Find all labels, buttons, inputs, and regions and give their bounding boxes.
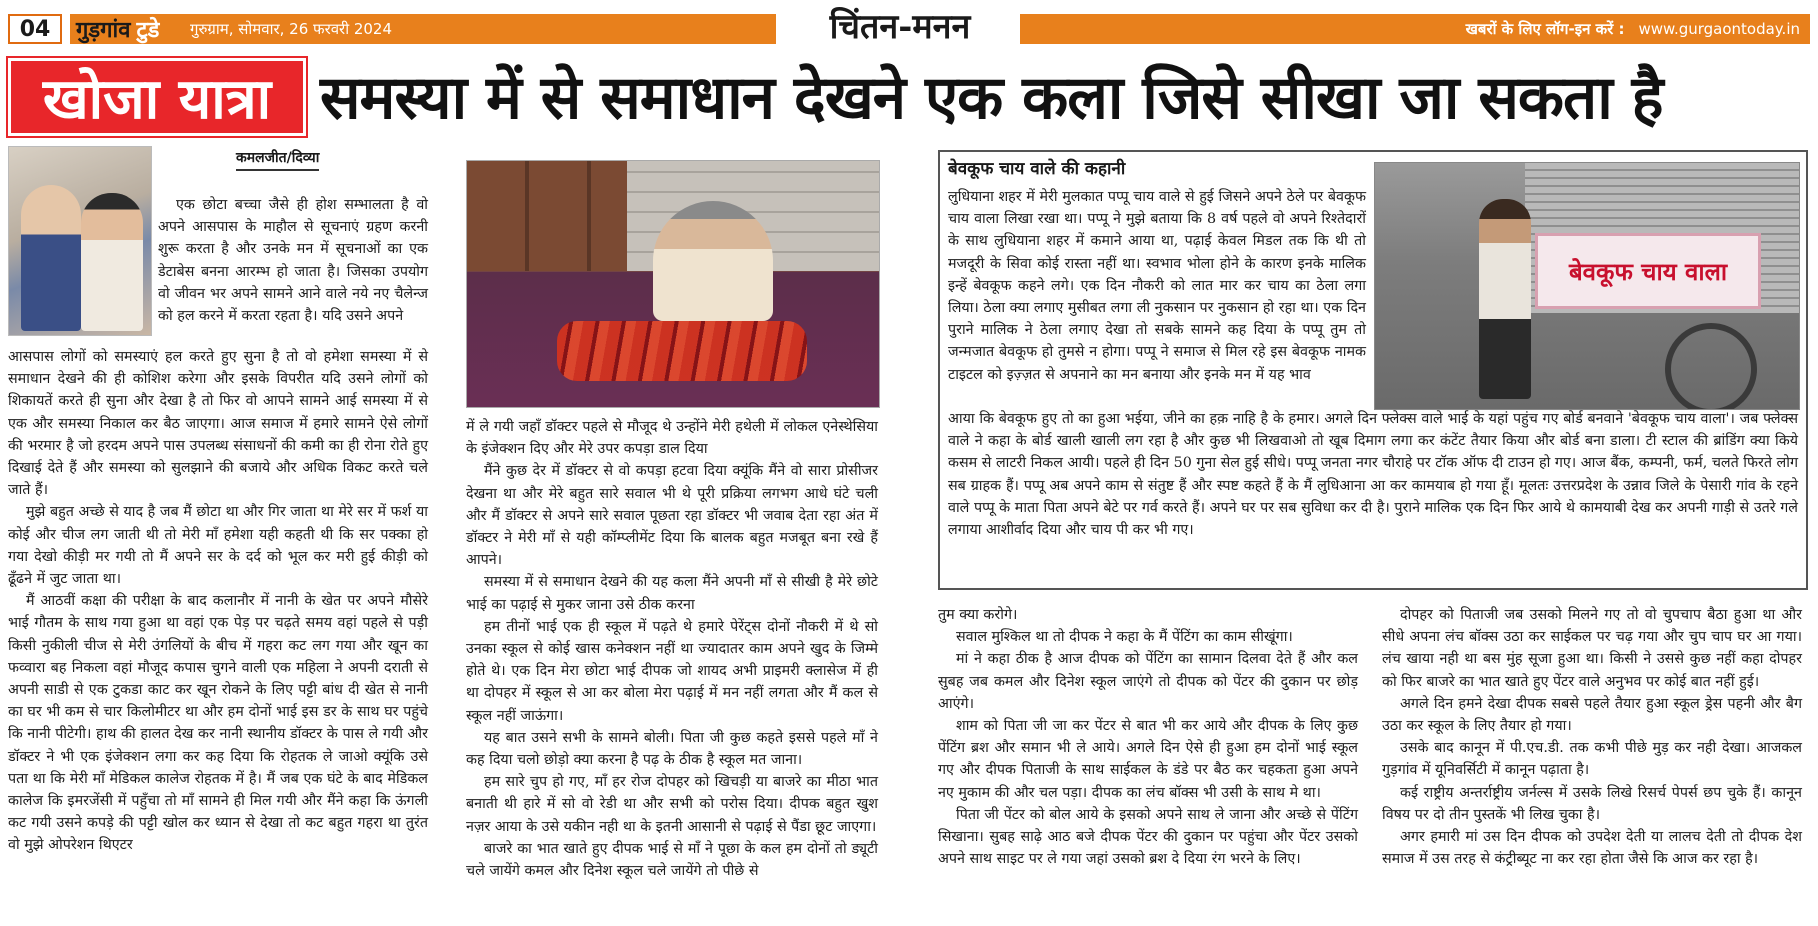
col3-paragraph: मां ने कहा ठीक है आज दीपक को पेंटिंग का सामान दिलवा देते हैं और कल सुबह जब कमल और दिनेश स्कूल जाएंगे तो दीपक को पेंटर की दुकान पर छोड़ आएंगे। <box>938 651 1358 712</box>
col2-body <box>466 416 878 882</box>
website-strip <box>1020 14 1800 44</box>
masthead-name: गुड़गांव <box>76 18 131 43</box>
col1-intro <box>158 194 428 327</box>
header-bar-left <box>70 14 776 44</box>
col1-paragraph: एक छोटा बच्चा जैसे ही होश सम्भालता है वो अपने आसपास के माहौल से सूचनाएं ग्रहण करनी शुरू करता है और उनके मन में सूचनाओं का एक डेटाबेस बनना आरम्भ हो जाता है। जिसका उपयोग वो जीवन भर अपने सामने आने वाले नये नए चैलेन्ज को हल करने में करता रहता है। यदि उसने अपने <box>158 197 428 325</box>
section-title: चिंतन-मनन <box>829 7 971 47</box>
col2-paragraph: यह बात उसने सभी के सामने बोली। पिता जी कुछ कहते इससे पहले माँ ने कह दिया चलो छोड़ो क्या करना है पढ़ के ठीक है स्कूल मत जाना। <box>466 729 878 769</box>
col4-paragraph: कई राष्ट्रीय अन्तर्राष्ट्रीय जर्नल्स में उसके लिखे रिसर्च पेपर्स छप चुके हैं। कानून विषय पर दो तीन पुस्तकें भी लिख चुका है। <box>1382 784 1802 823</box>
col4-paragraph: अगले दिन हमने देखा दीपक सबसे पहले तैयार हुआ स्कूल ड्रेस पहनी और बैग उठा कर स्कूल के लिए तैयार हो गया। <box>1382 695 1802 735</box>
col1-body <box>8 346 428 857</box>
col4-paragraph: अगर हमारी मां उस दिन दीपक को उपदेश देती या लालच देती तो दीपक देश समाज में उस तरह से कंट्रीब्यूट ना कर रहा होता जैसे कि आज कर रहा है। <box>1382 829 1802 868</box>
story-intro <box>948 186 1366 386</box>
tea-stall-photo <box>1374 162 1800 410</box>
page-number: 04 <box>8 14 62 44</box>
story-heading: बेवकूफ चाय वाले की कहानी <box>948 159 1126 179</box>
col1-paragraph: आसपास लोगों को समस्याएं हल करते हुए सुना है तो वो हमेशा समस्या में से समाधान देखने की ही कोशिश करेगा और इसके विपरीत यदि उसने लोगों को शिकायतें करते ही सुना और देखा है तो फिर वो आपने सामने आई समस्या में से एक और समस्या निकाल कर बैठ जाएगा। आज समाज में हमारे सामने ऐसे लोगों की भरमार है जो हरदम अपने पास उपलब्ध संसाधनों की कमी का ही रोना रोते हुए दिखाई देते हैं और समस्या को सुलझाने की बजाये और अधिक विकट करते चले जाते हैं। <box>8 349 428 499</box>
col3-body <box>938 604 1358 870</box>
kitchen-photo <box>466 160 880 408</box>
headline: समस्या में से समाधान देखने एक कला जिसे सीखा जा सकता है <box>320 63 1663 133</box>
col3-paragraph: पिता जी पेंटर को बोल आये के इसको अपने साथ ले जाना और अच्छे से पेंटिंग सिखाना। सुबह साढ़े आठ बजे दीपक पेंटर की दुकान पर पहुंचा और पेंटर उसको अपने साथ साइट पर ले गया जहां उसको ब्रश दे दिया रंग भरने के लिए। <box>938 806 1358 868</box>
col4-paragraph: उसके बाद कानून में पी.एच.डी. तक कभी पीछे मुड़ कर नही देखा। आजकल गुड़गांव में यूनिवर्सिटी में कानून पढ़ाता है। <box>1382 740 1802 779</box>
web-url[interactable]: www.gurgaontoday.in <box>1638 20 1800 38</box>
col2-paragraph: समस्या में से समाधान देखने की यह कला मैंने अपनी माँ से सीखी है मेरे छोटे भाई का पढ़ाई से मुकर जाना उसे ठीक करना <box>466 574 878 613</box>
stall-sign: बेवकूफ चाय वाला <box>1535 233 1761 309</box>
col2-paragraph: हम सारे चुप हो गए, माँ हर रोज दोपहर को खिचड़ी या बाजरे का मीठा भात बनाती थी हारे में सो वो रेडी था और सभी को परोस दिया। दीपक बहुत खुश नज़र आया के उसे यकीन नही था के इतनी आसानी से पढ़ाई से पैंडा छूट जाएगा। <box>466 774 878 835</box>
author-photo <box>8 146 152 336</box>
dateline: गुरुग्राम, सोमवार, 26 फरवरी 2024 <box>190 20 393 38</box>
col4-paragraph: दोपहर को पिताजी जब उसको मिलने गए तो वो चुपचाप बैठा हुआ था और सीधे अपना लंच बॉक्स उठा कर साईकल पर चढ़ गया और चुप चाप घर आ गया। लंच खाया नही था बस मुंह सूजा हुआ था। किसी ने उससे कुछ नहीं कहा दोपहर को फिर बाजरे का भात खाते हुए पेंटर वाले अनुभव पर कोई बात नहीं हुई। <box>1382 607 1802 690</box>
col3-paragraph: सवाल मुश्किल था तो दीपक ने कहा के मैं पेंटिंग का काम सीखूंगा। <box>956 629 1293 646</box>
col3-paragraph: शाम को पिता जी जा कर पेंटर से बात भी कर आये और दीपक के लिए कुछ पेंटिंग ब्रश और समान भी ले आये। अगले दिन ऐसे ही हुआ हम दोनों भाई स्कूल गए और दीपक पिताजी के साथ साईकल के डंडे पर बैठ कर चहकता हुआ अपने नए मुकाम की और चल पड़ा। दीपक का लंच बॉक्स भी उसी के साथ मे था। <box>938 718 1358 801</box>
story-paragraph: लुधियाना शहर में मेरी मुलकात पप्पू चाय वाले से हुई जिसने अपने ठेले पर बेवकूफ चाय वाला लिखा रखा था। पप्पू ने मुझे बताया कि 8 वर्ष पहले वो अपने रिश्तेदारों के साथ लुधियाना शहर में कमाने आया था, पढ़ाई केवल मिडल तक कि थी तो मजदूरी के सिवा कोई रास्ता नहीं था। स्वभाव भोला होने के कारण इनके मालिक इन्हें बेवकूफ कहने लगे। एक दिन नौकरी को लात मार कर चाय का ठेला लगा लिया। ठेला क्या लगाए मुसीबत लगा ली नुकसान पर नुकसान हो रहा था। एक दिन पुराने मालिक ने ठेला लगाए देखा तो सबके सामने कह दिया के पप्पू तुम तो जन्मजात बेवकूफ हो तुमसे न होगा। पप्पू ने समाज से मिल रहे इस बेवकूफ नामक टाइटल को इज़्ज़त से अपनाने का मन बनाया और इनके मन में यह भाव <box>948 189 1366 383</box>
byline: कमलजीत/दिव्या <box>236 148 319 171</box>
col2-paragraph: बाजरे का भात खाते हुए दीपक भाई से माँ ने पूछा के कल हम दोनों तो ड्यूटी चले जायेंगे कमल और दिनेश स्कूल चले जायेंगे तो पीछे से <box>466 840 878 880</box>
col4-body <box>1382 604 1802 870</box>
story-paragraph: आया कि बेवकूफ हुए तो का हुआ भईया, जीने का हक़ नाहि है के हमार। अगले दिन फ्लेक्स वाले भाई के यहां पहुंच गए बोर्ड बनवाने 'बेवकूफ चाय वाला'। जब फ्लेक्स वाले ने कहा के बोर्ड खाली खाली लग रहा है और कुछ भी लिखवाओ तो खूब दिमाग लगा कर कंटेंट तैयार किया और बोर्ड बना डाला। टी स्टाल की ब्रांडिंग क्या किये कसम से लाटरी निकल आयी। पहले ही दिन 50 गुना सेल हुई सीधे। पप्पू जनता नगर चौराहे पर टॉक ऑफ दी टाउन हो गए। आज बैंक, कम्पनी, फर्म, चलते फिरते लोग सब ग्राहक हैं। पप्पू अब अपने काम से संतुष्ट हैं और स्पष्ट कहते हैं के मैं लुधिआना आ कर कामयाब हो गया हूँ। मूलतः उत्तरप्रदेश के उन्नाव जिले के पेसारी गांव के रहने वाले पप्पू के माता पिता अपने बेटे पर गर्व करते हैं। अपने घर पर सब सुविधा कर दी है। पुराने मालिक एक दिन फिर आये थे कामयाबी देख कर अपनी गाड़ी से उतरे गले लगाया आशीर्वाद दिया और चाय पी कर भी गए। <box>948 411 1798 539</box>
col2-paragraph: हम तीनों भाई एक ही स्कूल में पढ़ते थे हमारे पेरेंट्स दोनों नौकरी में थे सो उनका स्कूल से कोई खास कनेक्शन नहीं था ज्यादातर काम अपने खुद के जिम्मे होते थे। एक दिन मेरा छोटा भाई दीपक जो शायद अभी प्राइमरी क्लासेज में ही था दोपहर में स्कूल से आ कर बोला मेरा पढ़ाई में मन नहीं लगता और मैं कल से स्कूल नहीं जाऊंगा। <box>466 618 878 724</box>
masthead <box>76 14 159 44</box>
kicker-badge: खोजा यात्रा <box>8 58 306 136</box>
col3-paragraph: तुम क्या करोगे। <box>938 607 1018 623</box>
masthead-accent: टुडे <box>136 18 160 43</box>
col2-paragraph: में ले गयी जहाँ डॉक्टर पहले से मौजूद थे उन्होंने मेरी हथेली में लोकल एनेस्थेसिया के इंजेक्शन दिए और मेरे उपर कपड़ा डाल दिया <box>466 419 878 458</box>
col1-paragraph: मैं आठवीं कक्षा की परीक्षा के बाद कलानौर में नानी के खेत पर अपने मौसेरे भाई गौतम के साथ गया हुआ था वहां एक पेड़ पर चढ़ते समय वहां पहले से पड़ी किसी नुकीली चीज से मेरी उंगलियों के बीच में गहरा कट लग गया और खून का फव्वारा बह निकला वहां मौजूद कपास चुगने वाली एक महिला ने अपनी दराती से अपनी साडी से एक टुकडा काट कर खून रोकने के लिए पट्टी बांध दी खेत से नानी का घर भी कम से चार किलोमीटर था और हम दोनों भाई इस डर के साथ घर पहुंचे कि नानी पीटेगी। हाथ की हालत देख कर नानी स्थानीय डॉक्टर के पास ले गयी और डॉक्टर ने भी एक इंजेक्शन लगा कर कह दिया कि रोहतक ले जाओ क्यूंकि उसे पता था कि मेरी माँ मेडिकल कालेज रोहतक में है। मैं जब एक घंटे के बाद मेडिकल कालेज कि इमरजेंसी में पहुँचा तो माँ सामने ही मिल गयी और मैंने कहा कि ऊंगली कट गयी उसने कपड़े की पट्टी खोल कर ध्यान से देखा तो कट बहुत गहरा था तुरंत वो मुझे ओपरेशन थिएटर <box>8 593 428 854</box>
col2-paragraph: मैंने कुछ देर में डॉक्टर से वो कपड़ा हटवा दिया क्यूंकि मैंने वो सारा प्रोसीजर देखना था और मेरे बहुत सारे सवाल भी थे पूरी प्रक्रिया लगभग आधे घंटे चली और मैं डॉक्टर से अपने सारे सवाल पूछता रहा डॉक्टर भी जवाब देता रहा अंत में डॉक्टर ने मेरी माँ से यही कॉम्प्लीमेंट दिया कि बालक बहुत मजबूत बना रखे हैं आपने। <box>466 463 878 569</box>
col1-paragraph: मुझे बहुत अच्छे से याद है जब मैं छोटा था और गिर जाता था मेरे सर में फर्श या कोई और चीज लग जाती थी तो मेरी माँ हमेशा यही कहती थी कि सर पक्का हो गया देखो कीड़ी मर गयी तो मैं अपने सर के दर्द को भूल कर मरी हुई कीड़ी को ढूँढने में जुट जाता था। <box>8 504 428 588</box>
web-prompt: खबरों के लिए लॉग-इन करें : <box>1465 20 1625 38</box>
story-body <box>948 408 1798 541</box>
